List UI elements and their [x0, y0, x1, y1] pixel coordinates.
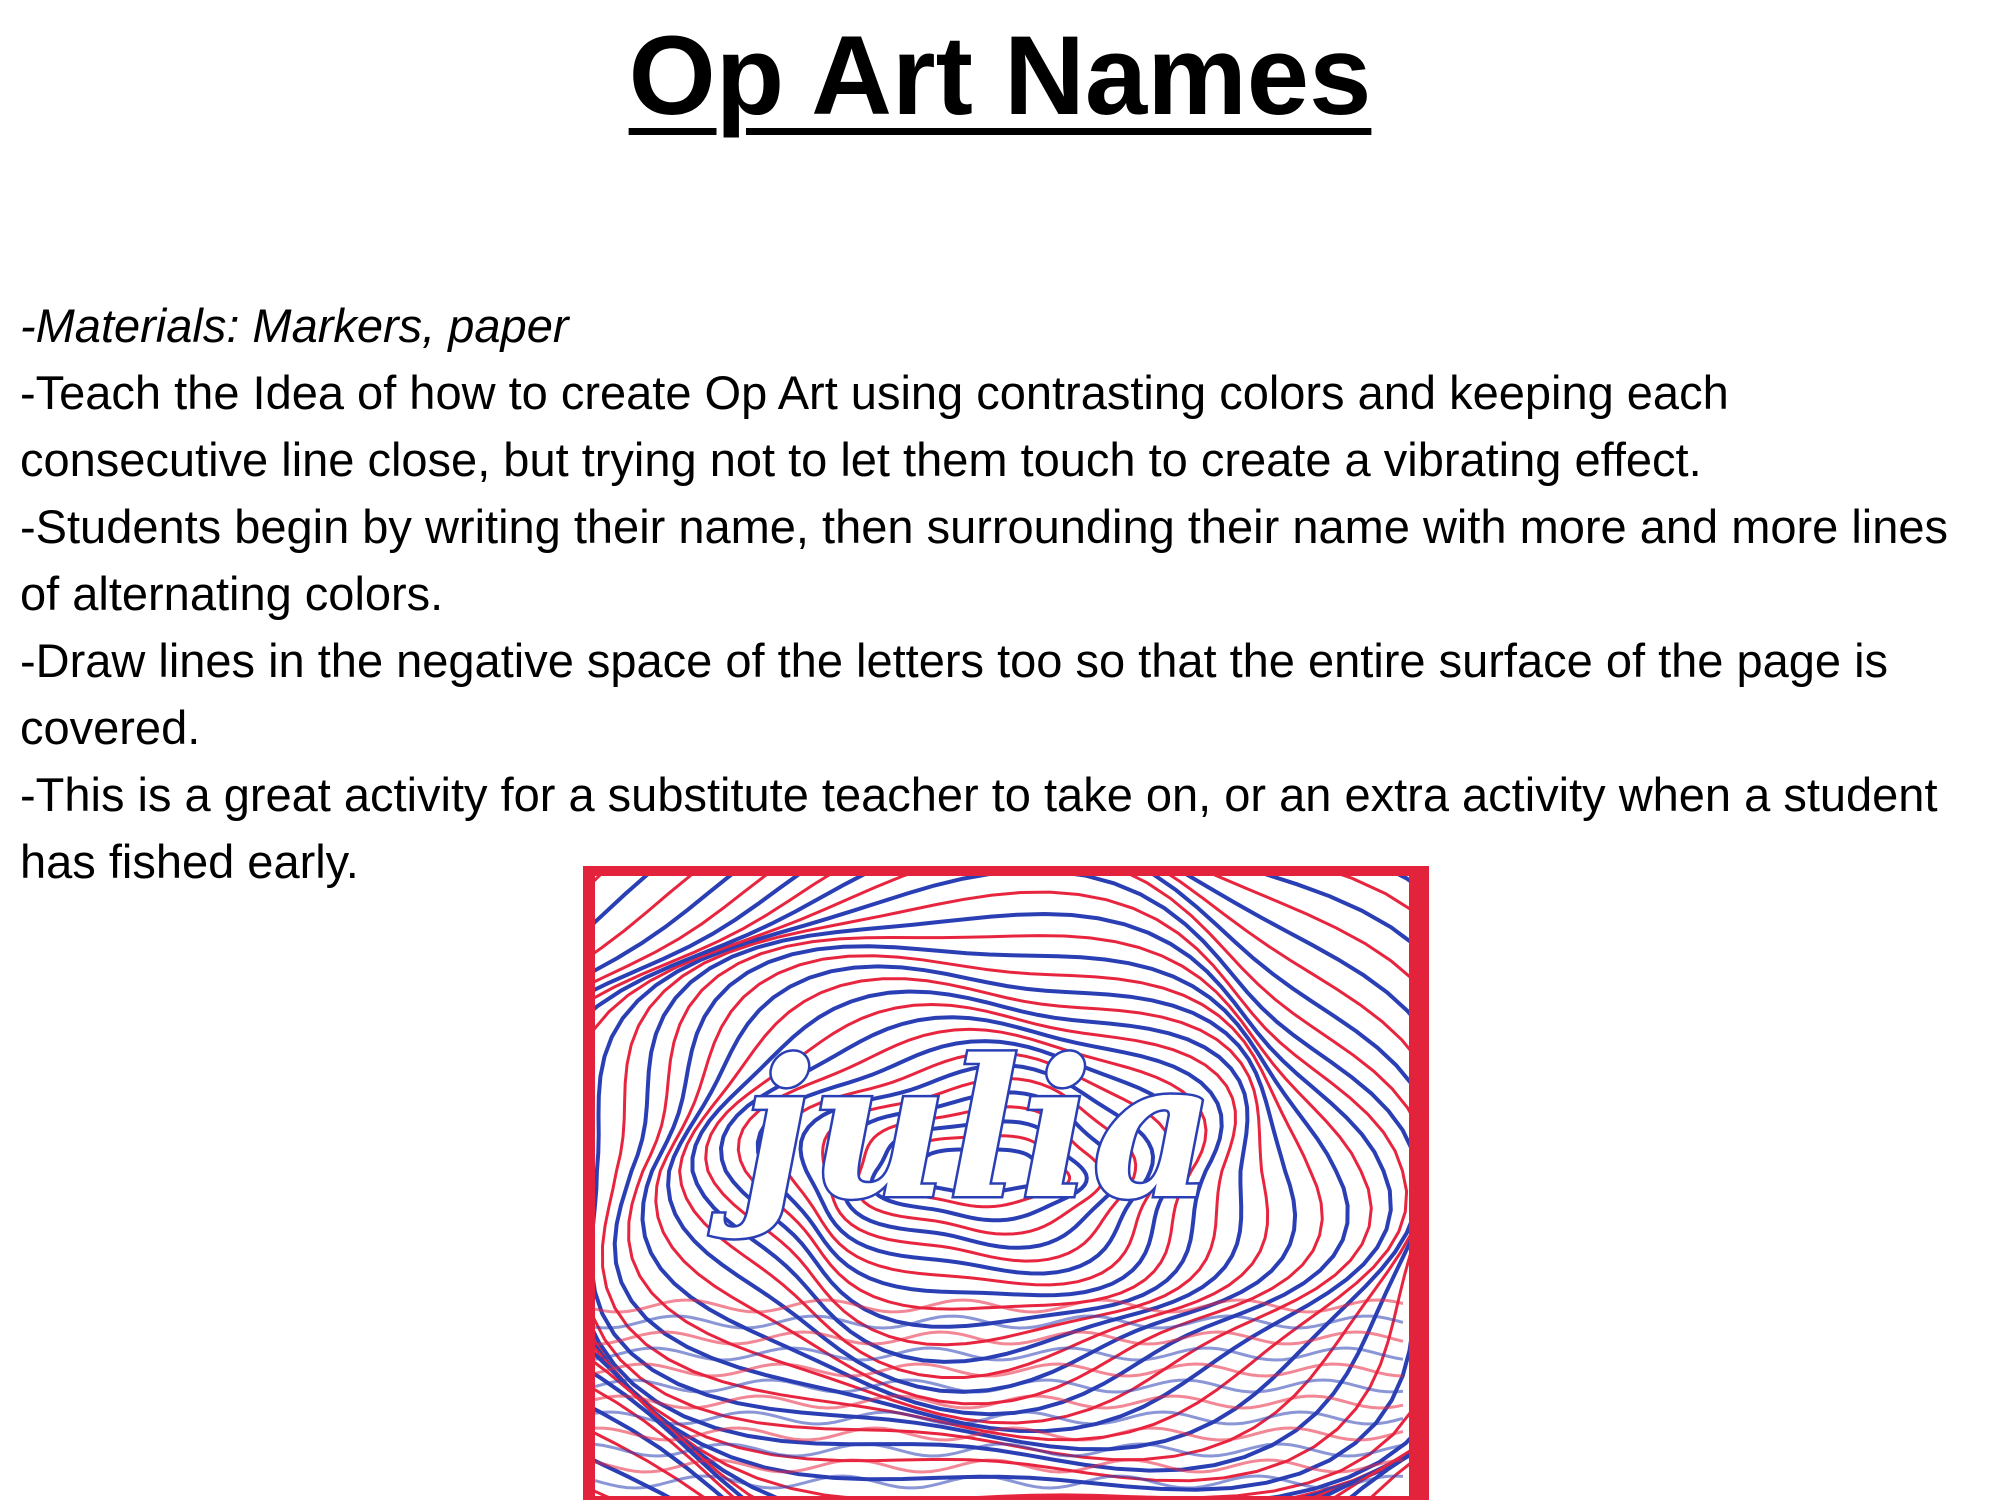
op-art-example-image: [583, 866, 1429, 1500]
op-art-drawing: [583, 866, 1429, 1500]
instruction-negative-space: -Draw lines in the negative space of the letters too so that the entire surface of the page is covered.: [20, 634, 1889, 754]
slide-body: [20, 292, 1980, 895]
name-lettering-text: julia: [740, 1018, 1216, 1241]
slide-title-text: Op Art Names: [628, 13, 1372, 138]
instruction-substitute: -This is a great activity for a substitute teacher to take on, or an extra activity when a student has fished early.: [20, 768, 1938, 888]
materials-line: -Materials: Markers, paper: [20, 299, 569, 352]
instruction-contrast: -Teach the Idea of how to create Op Art using contrasting colors and keeping each consecutive line close, but trying not to let them touch to create a vibrating effect.: [20, 366, 1729, 486]
instruction-writing: -Students begin by writing their name, then surrounding their name with more and more lines of alternating colors.: [20, 500, 1949, 620]
name-lettering: [709, 1018, 1215, 1241]
slide-title: [0, 14, 2000, 137]
